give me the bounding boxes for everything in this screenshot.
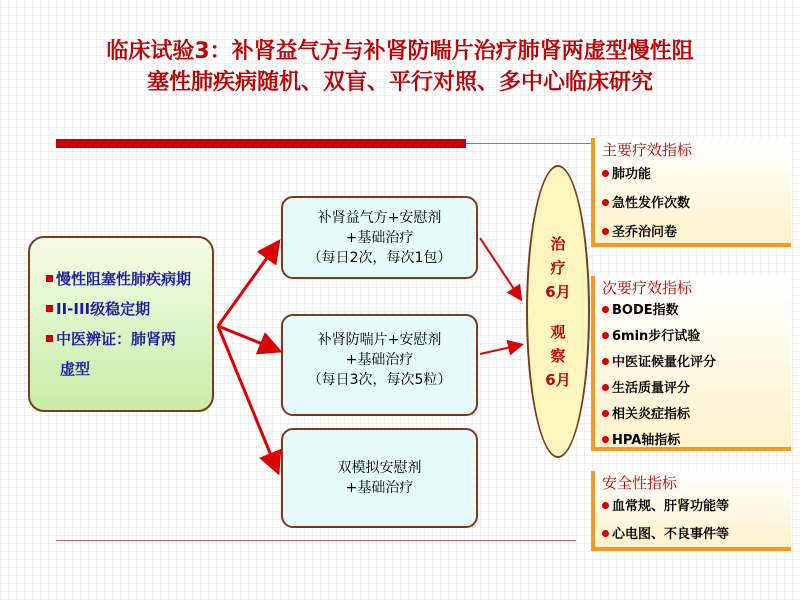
treatment-box-1 bbox=[281, 196, 478, 279]
arrows-to-treatments bbox=[218, 244, 277, 470]
bullet-dot-icon bbox=[602, 306, 609, 313]
bullet-dot-icon bbox=[602, 358, 609, 365]
bullet-dot-icon bbox=[602, 502, 609, 509]
treatment-2-line-2: +基础治疗 bbox=[345, 352, 414, 368]
ellipse-text-4: 观 bbox=[550, 323, 566, 341]
inclusion-item-3-continued: 虚型 bbox=[60, 360, 91, 378]
bullet-dot-icon bbox=[602, 530, 609, 537]
secondary-endpoints-panel bbox=[591, 276, 791, 451]
square-bullet-icon bbox=[46, 335, 53, 342]
primary-endpoints-heading: 主要疗效指标 bbox=[602, 141, 693, 159]
treatment-box-2 bbox=[281, 314, 478, 416]
secondary-endpoints-heading: 次要疗效指标 bbox=[602, 279, 693, 297]
inclusion-criteria-box bbox=[28, 236, 214, 412]
safety-endpoint-item: 心电图、不良事件等 bbox=[602, 521, 791, 549]
secondary-endpoint-item: HPA轴指标 bbox=[602, 428, 791, 454]
treatment-2-dosage: （每日3次，每次5粒） bbox=[307, 372, 452, 388]
treatment-3-line-2: +基础治疗 bbox=[345, 480, 414, 496]
bullet-dot-icon bbox=[602, 228, 609, 235]
primary-endpoint-item: 急性发作次数 bbox=[602, 190, 791, 218]
arrow-from-treatment-1 bbox=[480, 238, 520, 298]
safety-endpoint-item: 血常规、肝肾功能等 bbox=[602, 493, 791, 521]
ellipse-text-2: 疗 bbox=[550, 259, 566, 277]
secondary-endpoint-item: 生活质量评分 bbox=[602, 376, 791, 402]
treatment-1-dosage: （每日2次，每次1包） bbox=[307, 250, 452, 266]
bullet-dot-icon bbox=[602, 436, 609, 443]
square-bullet-icon bbox=[46, 275, 53, 282]
arrows-to-observation bbox=[480, 238, 520, 354]
safety-endpoints-panel bbox=[591, 471, 791, 551]
treatment-box-3 bbox=[281, 428, 478, 528]
bullet-dot-icon bbox=[602, 170, 609, 177]
arrow-to-treatment-1 bbox=[218, 244, 277, 326]
primary-endpoints-panel bbox=[591, 138, 791, 247]
title-line-2: 塞性肺疾病随机、双盲、平行对照、多中心临床研究 bbox=[146, 70, 653, 95]
inclusion-item-3: 中医辨证：肺肾两 bbox=[46, 324, 204, 354]
ellipse-text-1: 治 bbox=[550, 235, 566, 253]
treatment-2-line-1: 补肾防喘片+安慰剂 bbox=[317, 332, 442, 348]
primary-endpoint-item: 圣乔治问卷 bbox=[602, 219, 791, 247]
secondary-endpoint-item: 中医证候量化评分 bbox=[602, 350, 791, 376]
safety-endpoints-heading: 安全性指标 bbox=[602, 474, 678, 492]
secondary-endpoint-item: 相关炎症指标 bbox=[602, 402, 791, 428]
observation-period-ellipse bbox=[526, 165, 590, 458]
treatment-1-line-2: +基础治疗 bbox=[345, 230, 414, 246]
bullet-dot-icon bbox=[602, 332, 609, 339]
treatment-3-line-1: 双模拟安慰剂 bbox=[337, 460, 422, 476]
title-line-1: 临床试验3：补肾益气方与补肾防喘片治疗肺肾两虚型慢性阻 bbox=[106, 39, 694, 64]
bullet-dot-icon bbox=[602, 410, 609, 417]
ellipse-text-6: 6月 bbox=[545, 371, 571, 389]
square-bullet-icon bbox=[46, 305, 53, 312]
inclusion-item-1: 慢性阻塞性肺疾病期 bbox=[46, 264, 204, 294]
arrow-from-treatment-2 bbox=[480, 345, 520, 354]
treatment-1-line-1: 补肾益气方+安慰剂 bbox=[317, 210, 442, 226]
ellipse-text-3: 6月 bbox=[545, 283, 571, 301]
bullet-dot-icon bbox=[602, 199, 609, 206]
ellipse-text-5: 察 bbox=[550, 347, 566, 365]
bullet-dot-icon bbox=[602, 384, 609, 391]
primary-endpoint-item: 肺功能 bbox=[602, 161, 791, 189]
inclusion-item-2: II-III级稳定期 bbox=[46, 294, 204, 324]
secondary-endpoint-item: 6min步行试验 bbox=[602, 324, 791, 350]
secondary-endpoint-item: BODE指数 bbox=[602, 298, 791, 324]
